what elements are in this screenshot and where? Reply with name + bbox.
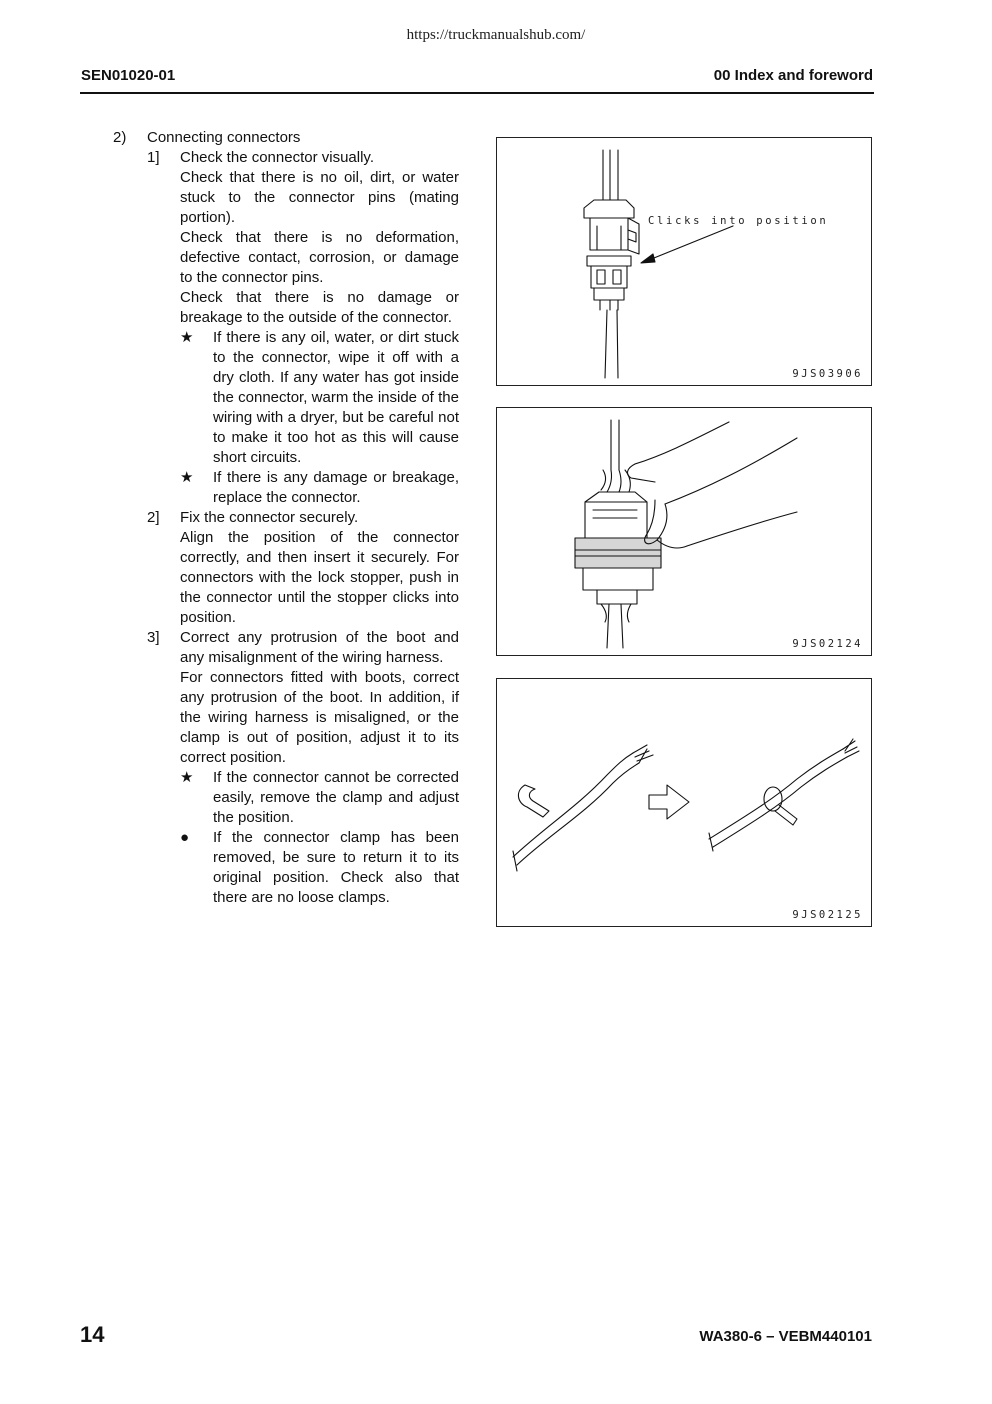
clamp-illustration (497, 679, 872, 927)
figure-code: 9JS02125 (792, 909, 863, 921)
model-code: WA380-6 – VEBM440101 (699, 1328, 872, 1345)
step-1-paragraph-1: Check that there is no oil, dirt, or water stuck to the connector pins (mating portion). (180, 169, 459, 226)
note-item (113, 768, 459, 828)
document-code: SEN01020-01 (81, 67, 176, 84)
note-item (113, 828, 459, 908)
figure-code: 9JS02124 (792, 638, 863, 650)
note-text: If there is any oil, water, or dirt stuck to the connector, wipe it off with a dry cloth. If any water has got inside the connector, warm the inside of the wiring with a dryer, but be careful not to make it too hot as this will cause short circuits. (213, 329, 459, 466)
star-icon: ★ (180, 329, 194, 346)
step-3-paragraph: For connectors fitted with boots, correct any protrusion of the boot. In addition, if the wiring harness is misaligned, or the clamp is out of position, adjust it to its correct position. (180, 669, 459, 766)
step-2 (113, 508, 459, 528)
step-number: 3] (147, 629, 160, 646)
note-item (113, 468, 459, 508)
figure-hand-connector (496, 407, 872, 656)
step-number: 1] (147, 149, 160, 166)
bullet-icon: ● (180, 829, 190, 846)
note-text: If the connector cannot be corrected easily, remove the clamp and adjust the position. (213, 769, 459, 826)
note-text: If there is any damage or breakage, replace the connector. (213, 469, 459, 506)
step-1-paragraph-2: Check that there is no deformation, defective contact, corrosion, or damage to the connector pins. (180, 229, 459, 286)
section-title: 00 Index and foreword (713, 67, 873, 84)
source-url[interactable]: https://truckmanualshub.com/ (406, 27, 586, 43)
section-number: 2) (113, 129, 127, 146)
callout-label: Clicks into position (648, 215, 829, 227)
note-item (113, 328, 459, 468)
hand-connector-illustration (497, 408, 872, 656)
section-heading-text: Connecting connectors (147, 129, 301, 146)
star-icon: ★ (180, 469, 194, 486)
connector-lock-illustration (497, 138, 872, 386)
figure-code: 9JS03906 (792, 368, 863, 380)
step-title: Check the connector visually. (180, 149, 374, 166)
star-icon: ★ (180, 769, 194, 786)
step-1-paragraph-3: Check that there is no damage or breakage to the outside of the connector. (180, 289, 459, 326)
note-text: If the connector clamp has been removed, be sure to return it to its original position. Check also that there are no loose clamps. (213, 829, 459, 906)
page-number: 14 (80, 1322, 105, 1347)
figure-connector-lock (496, 137, 872, 386)
step-2-paragraph: Align the position of the connector correctly, and then insert it securely. For connectors with the lock stopper, push in the connector until the stopper clicks into position. (180, 529, 459, 626)
step-title: Correct any protrusion of the boot and any misalignment of the wiring harness. (180, 629, 459, 666)
step-number: 2] (147, 509, 160, 526)
step-3 (113, 628, 459, 668)
header-rule (80, 92, 874, 94)
step-title: Fix the connector securely. (180, 509, 359, 526)
instruction-column (113, 128, 459, 908)
section-heading (113, 128, 459, 148)
figure-clamp (496, 678, 872, 927)
step-1 (113, 148, 459, 168)
